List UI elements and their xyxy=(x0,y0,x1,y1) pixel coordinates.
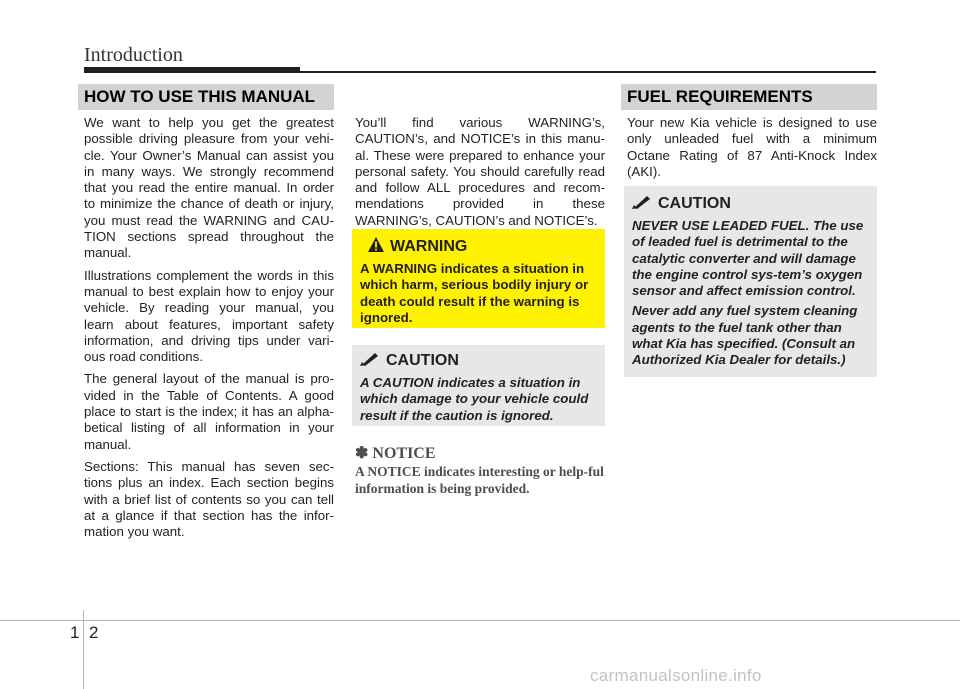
warning-text: A WARNING indicates a situation in which harm, serious bodily injury or death could result if the warning is ignored. xyxy=(360,261,589,325)
caution-text: Never add any fuel system cleaning agents to the fuel tank other than what Kia has specified. (Consult an Authorized Kia Dealer for details.) xyxy=(632,303,858,368)
paragraph: Sections: This manual has seven sec-tions plus an index. Each section begins with a brief list of contents so you can tell at a glance if that section has the infor-mation you want. xyxy=(84,458,334,540)
paragraph: Illustrations complement the words in this manual to best explain how to enjoy your vehicle. By reading your manual, you learn about features, important safety information, and driving tips under vari-ous road conditions. xyxy=(84,267,334,365)
paragraph: You’ll find various WARNING’s, CAUTION’s, and NOTICE’s in this manu-al. These were prepared to enhance your personal safety. You should carefully read and follow ALL procedures and recom-mendations provided in these WARNING’s, CAUTION’s and NOTICE’s. xyxy=(355,115,605,228)
caution-text: NEVER USE LEADED FUEL. The use of leaded fuel is detrimental to the catalytic converter and will damage the engine control sys-tem’s oxygen sensor and affect emission control. xyxy=(632,218,864,299)
how-to-use-body xyxy=(84,115,334,546)
footer-divider xyxy=(83,610,84,689)
fuel-requirements-heading: FUEL REQUIREMENTS xyxy=(621,84,877,110)
paragraph: The general layout of the manual is pro-vided in the Table of Contents. A good place to start is the index; it has an alpha-betical listing of all information in your manual. xyxy=(84,371,334,452)
paragraph: We want to help you get the greatest possible driving pleasure from your vehi-cle. Your Owner’s Manual can assist you in many ways. We strongly recommend that you read the entire manual. In order to minimize the chance of death or injury, you must read the WARNING and CAU-TION sections spread throughout the manual. xyxy=(84,115,334,261)
caution-pencil-icon xyxy=(632,195,652,214)
warning-title: WARNING xyxy=(390,238,468,255)
fuel-intro xyxy=(627,115,877,186)
warning-box xyxy=(352,229,605,328)
header-rule xyxy=(300,71,876,73)
page-number: 2 xyxy=(89,623,99,642)
section-number: 1 xyxy=(70,623,80,642)
how-to-use-heading: HOW TO USE THIS MANUAL xyxy=(78,84,334,110)
paragraph: Your new Kia vehicle is designed to use only unleaded fuel with a minimum Octane Rating of 87 Anti-Knock Index (AKI). xyxy=(627,115,877,179)
footer-rule xyxy=(0,620,960,621)
caution-title: CAUTION xyxy=(386,352,459,369)
caution-box xyxy=(352,345,605,426)
watermark: carmanualsonline.info xyxy=(590,666,762,685)
caution-title: CAUTION xyxy=(658,195,731,212)
warning-triangle-icon xyxy=(368,237,384,257)
header-bar xyxy=(84,67,300,73)
caution-text: A CAUTION indicates a situation in which damage to your vehicle could result if the caution is ignored. xyxy=(360,375,589,423)
fuel-caution-box xyxy=(624,186,877,377)
notice-text: A NOTICE indicates interesting or help-ful information is being provided. xyxy=(355,464,604,496)
middle-intro xyxy=(355,115,605,235)
notice-title: ✽ NOTICE xyxy=(355,445,436,462)
caution-pencil-icon xyxy=(360,352,380,371)
chapter-title: Introduction xyxy=(84,44,183,66)
